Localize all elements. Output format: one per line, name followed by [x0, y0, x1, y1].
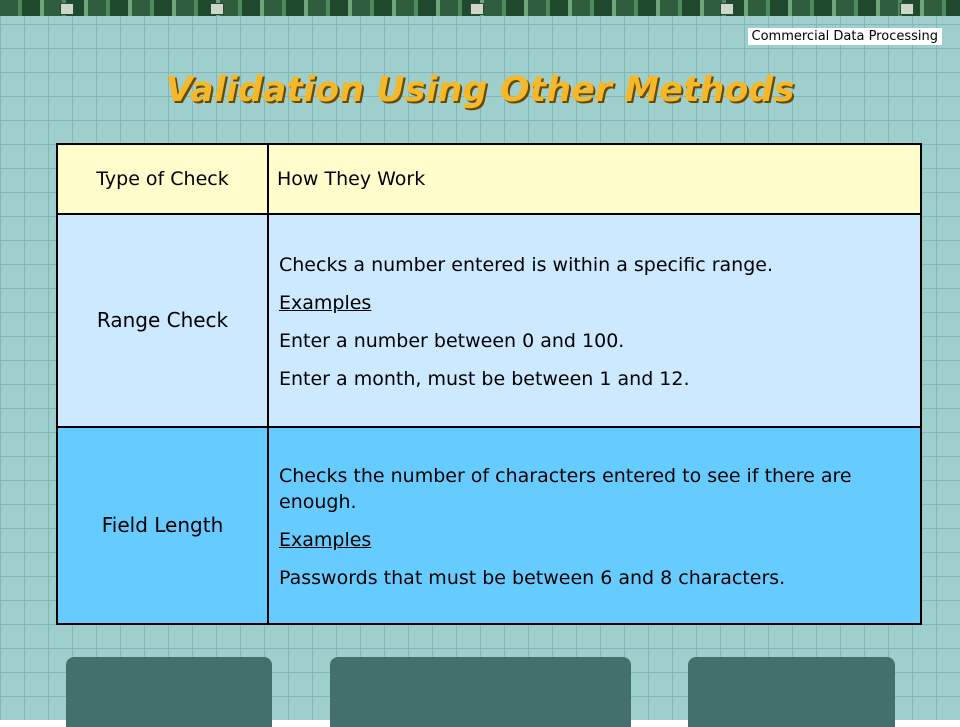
check-description-cell: [268, 214, 921, 427]
check-description-cell: [268, 427, 921, 624]
column-header-type: Type of Check: [57, 144, 268, 214]
table-row: [57, 214, 921, 427]
examples-label: Examples: [279, 292, 372, 315]
header-subject: Commercial Data Processing: [748, 28, 942, 45]
column-header-how: How They Work: [268, 144, 921, 214]
validation-table: [56, 143, 922, 625]
table-header-row: [57, 144, 921, 214]
example-item: Passwords that must be between 6 and 8 characters.: [279, 567, 786, 590]
check-type-cell: Range Check: [57, 214, 268, 427]
chip-icon: [210, 3, 224, 15]
example-item: Enter a number between 0 and 100.: [279, 330, 625, 353]
slide-title: Validation Using Other Methods: [165, 70, 795, 110]
decorative-tab: [330, 657, 631, 727]
examples-label: Examples: [279, 529, 372, 552]
chip-icon: [60, 3, 74, 15]
chip-icon: [720, 3, 734, 15]
decorative-tab: [66, 657, 272, 727]
decorative-tab: [688, 657, 895, 727]
chip-icon: [470, 3, 484, 15]
check-description: Checks the number of characters entered to see if there are enough.: [279, 465, 852, 514]
table-row: [57, 427, 921, 624]
check-type-cell: Field Length: [57, 427, 268, 624]
check-description: Checks a number entered is within a specific range.: [279, 254, 773, 277]
circuit-board-banner: [0, 0, 960, 16]
example-item: Enter a month, must be between 1 and 12.: [279, 368, 690, 391]
chip-icon: [900, 3, 914, 15]
